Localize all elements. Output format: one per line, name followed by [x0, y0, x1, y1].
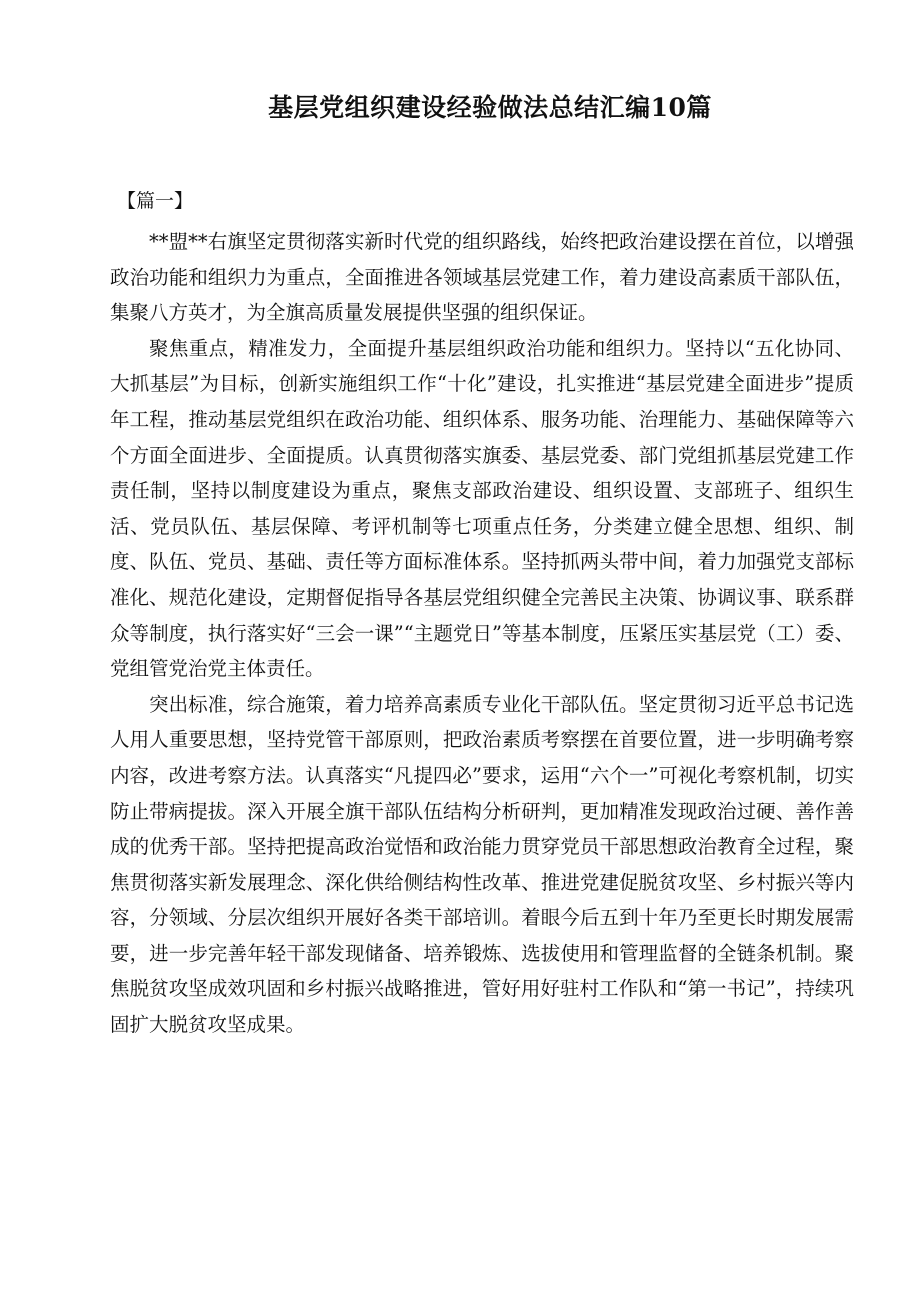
paragraph-cadres: 突出标准，综合施策，着力培养高素质专业化干部队伍。坚定贯彻习近平总书记选人用人重要思想，坚持党管干部原则，把政治素质考察摆在首要位置，进一步明确考察内容，改进考察方法。认真落实“凡提四必”要求，运用“六个一”可视化考察机制，切实防止带病提拔。深入开展全旗干部队伍结构分析研判，更加精准发现政治过硬、善作善成的优秀干部。坚持把提高政治觉悟和政治能力贯穿党员干部思想政治教育全过程，聚焦贯彻落实新发展理念、深化供给侧结构性改革、推进党建促脱贫攻坚、乡村振兴等内容，分领域、分层次组织开展好各类干部培训。着眼今后五到十年乃至更长时期发展需要，进一步完善年轻干部发现储备、培养锻炼、选拔使用和管理监督的全链条机制。聚焦脱贫攻坚成效巩固和乡村振兴战略推进，管好用好驻村工作队和“第一书记”，持续巩固扩大脱贫攻坚成果。 [110, 692, 854, 1037]
section-label: 【篇一】 [117, 190, 194, 212]
document-body [110, 224, 854, 1043]
document-title: 基层党组织建设经验做法总结汇编10篇 [268, 93, 712, 122]
paragraph-organization: 聚焦重点，精准发力，全面提升基层组织政治功能和组织力。坚持以“五化协同、大抓基层”为目标，创新实施组织工作“十化”建设，扎实推进“基层党建全面进步”提质年工程，推动基层党组织在政治功能、组织体系、服务功能、治理能力、基础保障等六个方面全面进步、全面提质。认真贯彻落实旗委、基层党委、部门党组抓基层党建工作责任制，坚持以制度建设为重点，聚焦支部政治建设、组织设置、支部班子、组织生活、党员队伍、基层保障、考评机制等七项重点任务，分类建立健全思想、组织、制度、队伍、党员、基础、责任等方面标准体系。坚持抓两头带中间，着力加强党支部标准化、规范化建设，定期督促指导各基层党组织健全完善民主决策、协调议事、联系群众等制度，执行落实好“三会一课”“主题党日”等基本制度，压紧压实基层党（工）委、党组管党治党主体责任。 [110, 336, 854, 681]
paragraph-intro: **盟**右旗坚定贯彻落实新时代党的组织路线，始终把政治建设摆在首位，以增强政治功能和组织力为重点，全面推进各领域基层党建工作，着力建设高素质干部队伍，集聚八方英才，为全旗高质量发展提供坚强的组织保证。 [110, 230, 854, 325]
